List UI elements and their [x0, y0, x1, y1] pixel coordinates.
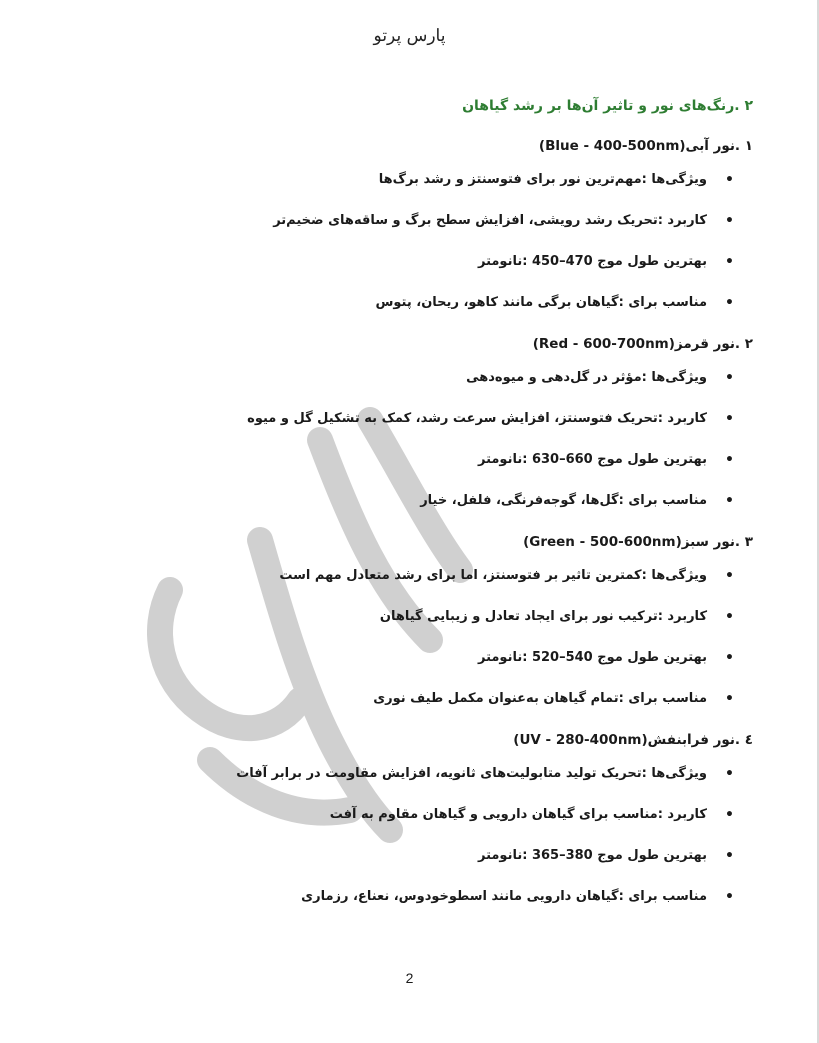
bullet-icon: • [725, 213, 734, 229]
list-item: • بهترین طول موج 470–450 :نانومتر [477, 254, 734, 270]
bullet-icon: • [725, 766, 734, 782]
list-item: • ویژگی‌ها :مهم‌ترین نور برای فتوسنتز و رشد برگ‌ها [378, 172, 734, 188]
group-title-blue: ۱ .نور آبی(Blue - 400-500nm) [538, 138, 753, 154]
list-item: • کاربرد :تحریک فتوسنتز، افزایش سرعت رشد، کمک به تشکیل گل و میوه [247, 411, 734, 427]
bullet-icon: • [725, 452, 734, 468]
bullet-icon: • [725, 807, 734, 823]
bullet-icon: • [725, 254, 734, 270]
list-item: • ویژگی‌ها :مؤثر در گل‌دهی و میوه‌دهی [466, 370, 734, 386]
list-item: • مناسب برای :گیاهان دارویی مانند اسطوخودوس، نعناع، رزماری [301, 889, 734, 905]
bullet-icon: • [725, 370, 734, 386]
bullet-list-uv [113, 764, 753, 907]
list-item: • کاربرد :ترکیب نور برای ایجاد تعادل و زیبایی گیاهان [379, 609, 734, 625]
bullet-list-green [113, 566, 753, 709]
section-title: ۲ .رنگ‌های نور و تاثیر آن‌ها بر رشد گیاهان [462, 98, 753, 114]
document-body [113, 96, 753, 928]
list-item: • کاربرد :تحریک رشد رویشی، افزایش سطح برگ و ساقه‌های ضخیم‌تر [273, 213, 734, 229]
list-item: • بهترین طول موج 660–630 :نانومتر [477, 452, 734, 468]
list-item: • کاربرد :مناسب برای گیاهان دارویی و گیاهان مقاوم به آفت [329, 807, 734, 823]
bullet-icon: • [725, 650, 734, 666]
bullet-icon: • [725, 493, 734, 509]
bullet-icon: • [725, 848, 734, 864]
page-number: 2 [405, 970, 414, 986]
list-item: • ویژگی‌ها :کمترین تاثیر بر فتوسنتز، اما برای رشد متعادل مهم است [279, 568, 734, 584]
page-header: پارس پرتو [373, 26, 446, 46]
group-title-green: ۳ .نور سبز(Green - 500-600nm) [523, 534, 753, 550]
bullet-icon: • [725, 889, 734, 905]
bullet-icon: • [725, 295, 734, 311]
bullet-icon: • [725, 411, 734, 427]
group-title-red: ۲ .نور قرمز(Red - 600-700nm) [532, 336, 753, 352]
bullet-icon: • [725, 172, 734, 188]
list-item: • مناسب برای :تمام گیاهان به‌عنوان مکمل طیف نوری [373, 691, 734, 707]
list-item: • ویژگی‌ها :تحریک تولید متابولیت‌های ثانویه، افزایش مقاومت در برابر آفات [236, 766, 734, 782]
bullet-list-red [113, 368, 753, 511]
list-item: • بهترین طول موج 380–365 :نانومتر [477, 848, 734, 864]
group-title-uv: ٤ .نور فرابنفش(UV - 280-400nm) [513, 732, 753, 748]
list-item: • مناسب برای :گل‌ها، گوجه‌فرنگی، فلفل، خیار [420, 493, 734, 509]
bullet-icon: • [725, 609, 734, 625]
bullet-icon: • [725, 568, 734, 584]
list-item: • مناسب برای :گیاهان برگی مانند کاهو، ریحان، پتوس [375, 295, 734, 311]
bullet-list-blue [113, 170, 753, 313]
list-item: • بهترین طول موج 540–520 :نانومتر [477, 650, 734, 666]
bullet-icon: • [725, 691, 734, 707]
